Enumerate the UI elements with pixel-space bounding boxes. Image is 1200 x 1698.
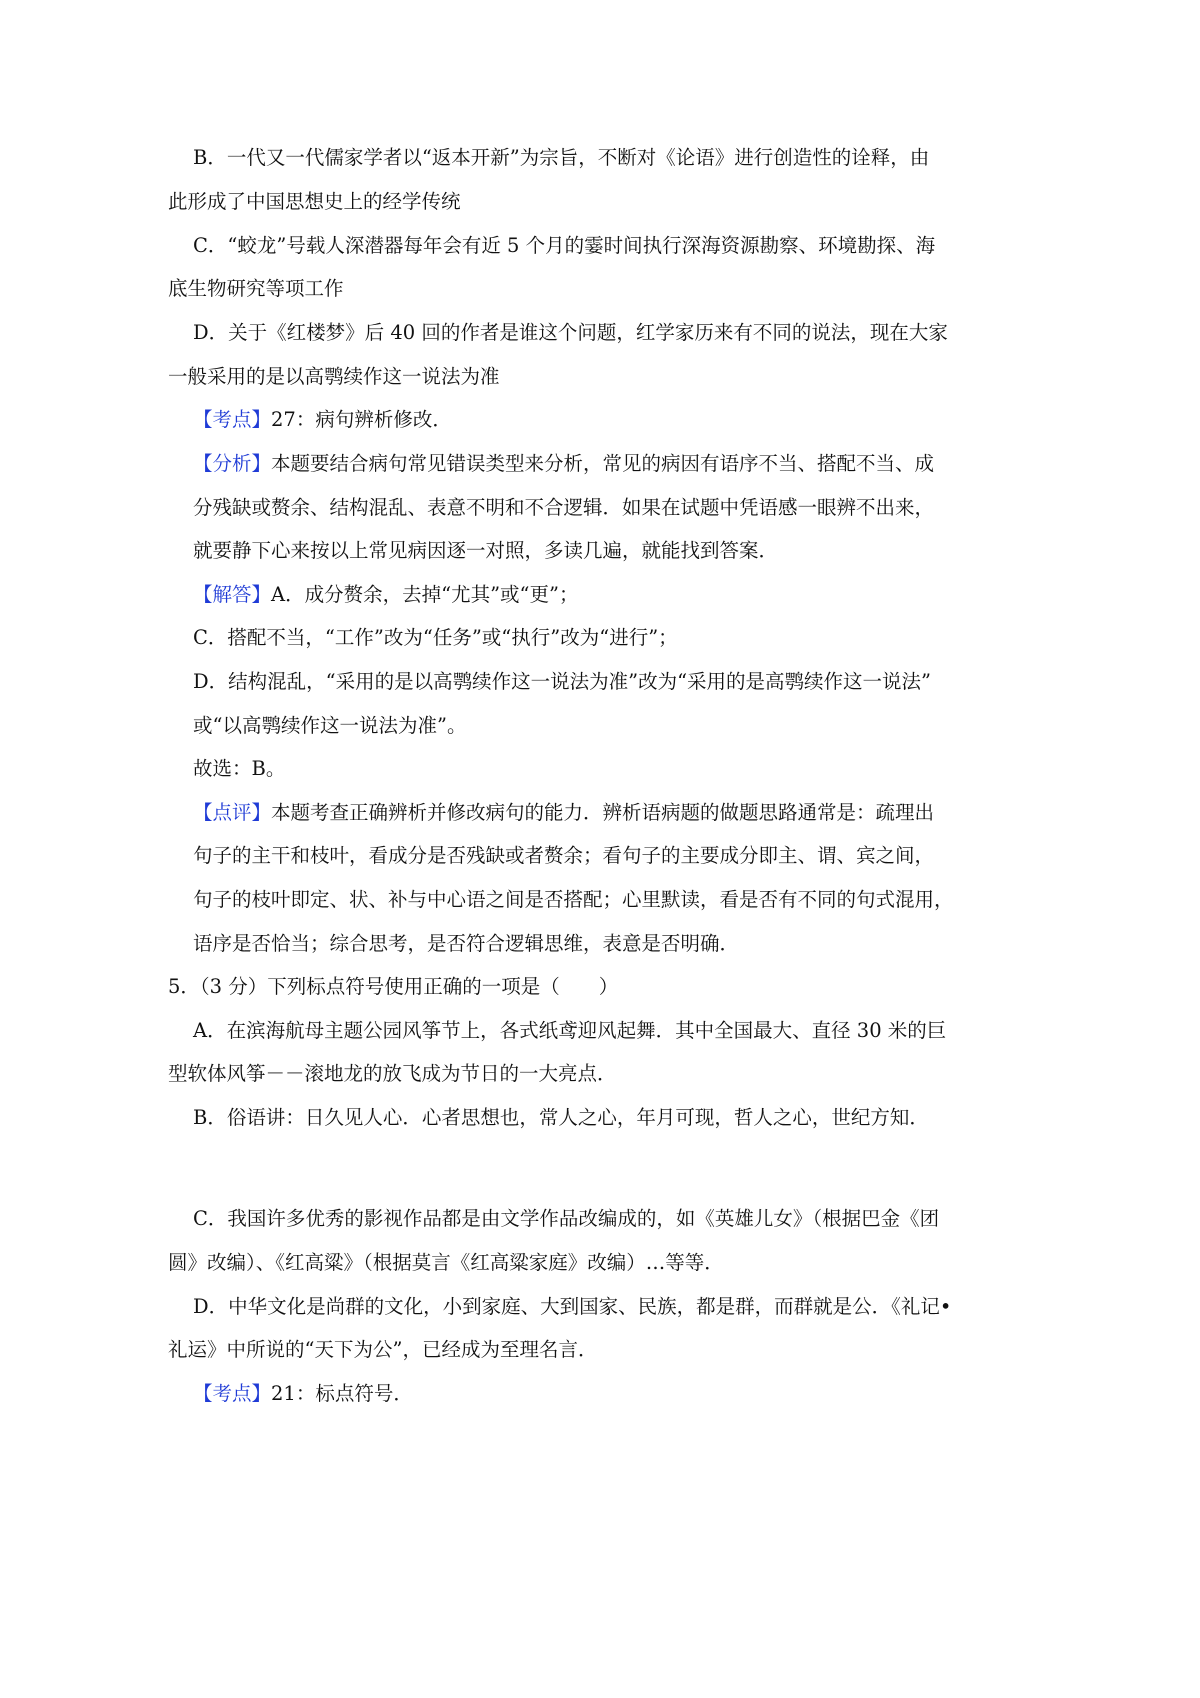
q4-option-d-line-1: D．关于《红楼梦》后 40 回的作者是谁这个问题，红学家历来有不同的说法，现在大家: [193, 321, 948, 344]
q5-option-a-line-2: 型软体风筝－－滚地龙的放飞成为节日的一大亮点．: [168, 1062, 617, 1085]
q5-option-a-line-1: A．在滨海航母主题公园风筝节上，各式纸鸢迎风起舞．其中全国最大、直径 30 米的巨: [193, 1019, 947, 1042]
q4-dianping-line-3: 句子的枝叶即定、状、补与中心语之间是否搭配；心里默读，看是否有不同的句式混用，: [193, 888, 954, 911]
q4-jieda-answer: 故选：B。: [193, 757, 286, 780]
q4-fenxi-line-3: 就要静下心来按以上常见病因逐一对照，多读几遍，就能找到答案．: [193, 539, 779, 562]
dianping-text-1: 本题考查正确辨析并修改病句的能力．辨析语病题的做题思路通常是：疏理出: [271, 801, 935, 824]
q4-dianping-line-4: 语序是否恰当；综合思考，是否符合逻辑思维，表意是否明确．: [193, 932, 740, 955]
q5-option-d-line-2: 礼运》中所说的“天下为公”，已经成为至理名言．: [168, 1338, 598, 1361]
q4-option-c-line-2: 底生物研究等项工作: [168, 277, 344, 300]
kaodian-text: 27：病句辨析修改．: [271, 408, 452, 431]
q4-jieda-line-1: [193, 582, 578, 608]
fenxi-tag: 【分析】: [193, 452, 272, 475]
q4-fenxi-line-2: 分残缺或赘余、结构混乱、表意不明和不合逻辑．如果在试题中凭语感一眼辨不出来，: [193, 496, 935, 519]
q4-option-d-line-2: 一般采用的是以高鹗续作这一说法为准: [168, 365, 500, 388]
q5-option-b-line-1: B．俗语讲：日久见人心．心者思想也，常人之心，年月可现，哲人之心，世纪方知．: [193, 1106, 929, 1129]
kaodian-tag: 【考点】: [193, 408, 272, 431]
q4-dianping-line-2: 句子的主干和枝叶，看成分是否残缺或者赘余；看句子的主要成分即主、谓、宾之间，: [193, 844, 935, 867]
q4-jieda-line-4: 或“以高鹗续作这一说法为准”。: [193, 714, 467, 737]
q4-option-b-line-1: B．一代又一代儒家学者以“返本开新”为宗旨，不断对《论语》进行创造性的诠释，由: [193, 146, 930, 169]
q4-kaodian: [193, 407, 452, 433]
jieda-text-1: A．成分赘余，去掉“尤其”或“更”；: [271, 583, 579, 606]
q4-jieda-line-2: C．搭配不当，“工作”改为“任务”或“执行”改为“进行”；: [193, 626, 678, 649]
q5-stem: 5．（3 分）下列标点符号使用正确的一项是（ ）: [168, 975, 619, 998]
dianping-tag: 【点评】: [193, 801, 272, 824]
fenxi-text-1: 本题要结合病句常见错误类型来分析，常见的病因有语序不当、搭配不当、成: [271, 452, 935, 475]
jieda-tag: 【解答】: [193, 583, 272, 606]
q5-kaodian-text: 21：标点符号．: [271, 1382, 413, 1405]
q5-kaodian-tag: 【考点】: [193, 1382, 272, 1405]
q5-option-c-line-1: C．我国许多优秀的影视作品都是由文学作品改编成的，如《英雄儿女》（根据巴金《团: [193, 1207, 940, 1230]
q4-fenxi-line-1: [193, 451, 934, 477]
q5-kaodian: [193, 1381, 413, 1407]
q4-jieda-line-3: D．结构混乱，“采用的是以高鹗续作这一说法为准”改为“采用的是高鹗续作这一说法”: [193, 670, 932, 693]
q5-option-c-line-2: 圆》改编）、《红高粱》（根据莫言《红高粱家庭》改编）…等等．: [168, 1251, 724, 1274]
q4-option-c-line-1: C．“蛟龙”号载人深潜器每年会有近 5 个月的霎时间执行深海资源勘察、环境勘探、海: [193, 234, 936, 257]
q5-option-d-line-1: D．中华文化是尚群的文化，小到家庭、大到国家、民族，都是群，而群就是公．《礼记•: [193, 1295, 952, 1318]
q4-option-b-line-2: 此形成了中国思想史上的经学传统: [168, 190, 461, 213]
q4-dianping-line-1: [193, 800, 934, 826]
